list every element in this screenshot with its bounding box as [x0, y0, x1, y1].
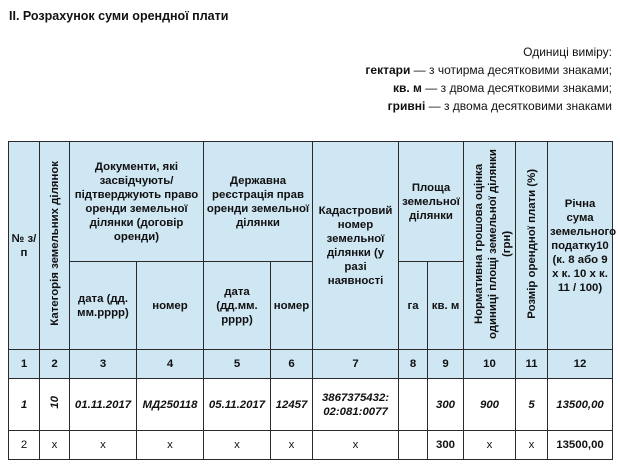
column-number-cell: 11 — [516, 350, 548, 379]
units-header: Одиниці виміру: — [523, 45, 612, 59]
table-cell: 1 — [9, 379, 40, 431]
header-normative: Нормативна грошова оцінка одиниці площі земельної ділянки (грн) — [464, 142, 516, 350]
column-number-cell: 10 — [464, 350, 516, 379]
section-title: II. Розрахунок суми орендної плати — [9, 9, 229, 23]
header-reg-number: номер — [271, 262, 313, 350]
column-number-cell: 4 — [137, 350, 204, 379]
table-cell — [399, 379, 428, 431]
table-cell: х — [516, 431, 548, 460]
header-doc-date: дата (дд. мм.рррр) — [70, 262, 137, 350]
table-cell: х — [464, 431, 516, 460]
table-cell: 12457 — [271, 379, 313, 431]
header-num: № з/п — [9, 142, 40, 350]
header-cadastral: Кадастровий номер земельної ділянки (у разі наявності — [313, 142, 399, 350]
table-cell: 3867375432: 02:081:0077 — [313, 379, 399, 431]
column-number-cell: 3 — [70, 350, 137, 379]
header-sqm: кв. м — [428, 262, 464, 350]
table-cell: 01.11.2017 — [70, 379, 137, 431]
table-cell: МД250118 — [137, 379, 204, 431]
table-cell — [399, 431, 428, 460]
header-rent-size: Розмір орендної плати (%) — [516, 142, 548, 350]
table-cell: 300 — [428, 431, 464, 460]
table-cell: 900 — [464, 379, 516, 431]
table-cell: х — [137, 431, 204, 460]
column-numbers-row — [9, 350, 613, 379]
table-cell: х — [204, 431, 271, 460]
table-cell: 5 — [516, 379, 548, 431]
column-number-cell: 9 — [428, 350, 464, 379]
column-number-cell: 6 — [271, 350, 313, 379]
header-annual-sum: Річна сума земельного податку10 (к. 8 або 9 х к. 10 х к. 11 / 100) — [548, 142, 613, 350]
units-line-hectares: гектари — з чотирма десятковими знаками; — [365, 63, 612, 77]
header-area: Площа земельної ділянки — [399, 142, 464, 262]
table-cell: х — [40, 431, 70, 460]
table-cell: 300 — [428, 379, 464, 431]
column-number-cell: 8 — [399, 350, 428, 379]
header-category: Категорія земельних ділянок — [40, 142, 70, 350]
table-cell: х — [70, 431, 137, 460]
table-cell: 05.11.2017 — [204, 379, 271, 431]
header-hectares: га — [399, 262, 428, 350]
column-number-cell: 5 — [204, 350, 271, 379]
units-note — [365, 43, 612, 115]
table-cell: х — [313, 431, 399, 460]
column-number-cell: 1 — [9, 350, 40, 379]
table-cell: х — [271, 431, 313, 460]
table-cell: 13500,00 — [548, 431, 613, 460]
category-value: 10 — [48, 396, 61, 409]
table-cell — [40, 379, 70, 431]
table-cell: 13500,00 — [548, 379, 613, 431]
header-reg-date: дата (дд.мм. рррр) — [204, 262, 271, 350]
header-state-registration: Державна реєстрація прав оренди земельної ділянки — [204, 142, 313, 262]
table-row — [9, 431, 613, 460]
rent-calculation-table — [8, 141, 617, 460]
column-number-cell: 7 — [313, 350, 399, 379]
column-number-cell: 12 — [548, 350, 613, 379]
header-doc-number: номер — [137, 262, 204, 350]
table-cell: 2 — [9, 431, 40, 460]
column-number-cell: 2 — [40, 350, 70, 379]
table-row — [9, 379, 613, 431]
header-documents: Документи, які засвідчують/ підтверджують право оренди земельної ділянки (договір оренди) — [70, 142, 204, 262]
units-line-uah: гривні — з двома десятковими знаками — [387, 99, 612, 113]
units-line-sqm: кв. м — з двома десятковими знаками; — [393, 81, 612, 95]
